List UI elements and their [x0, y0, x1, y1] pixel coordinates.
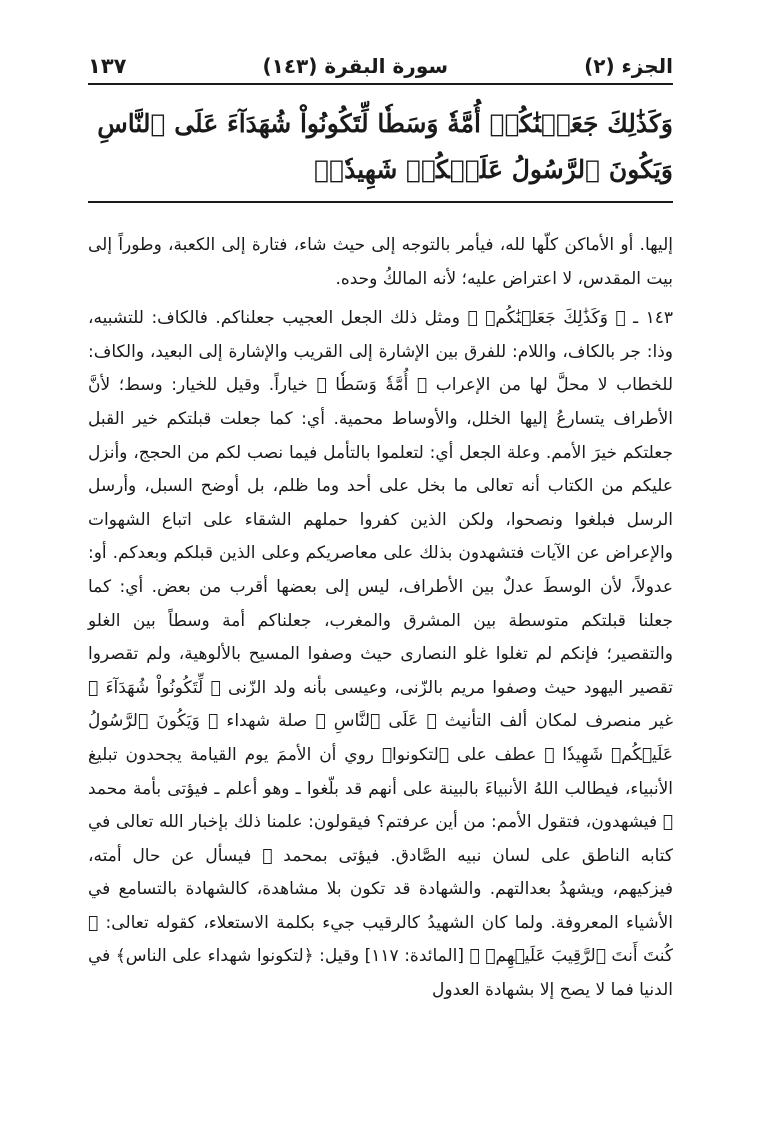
page-header	[88, 54, 673, 85]
paragraph-text: إليها. أو الأماكن كلّها لله، فيأمر بالتوجه إلى حيث شاء، فتارة إلى الكعبة، وطوراً إلى بيت المقدس، لا اعتراض عليه؛ لأنه المالكُ وحده.	[88, 235, 673, 289]
juz-label: الجزء (٢)	[584, 54, 673, 78]
paragraph-text: ١٤٣ ـ ﴿ وَكَذَٰلِكَ جَعَلۡنَٰكُمۡ ﴾ ومثل ذلك الجعل العجيب جعلناكم. فالكاف: للتشبيه، وذا: جر بالكاف، واللام: للفرق بين الإشارة إلى القريب والإشارة إلى البعيد، والكاف: للخطاب لا محلَّ لها من الإعراب ﴿ أُمَّةٗ وَسَطٗا ﴾ خياراً. وقيل للخيار: وسط؛ لأنَّ الأطراف يتسارعُ إليها الخلل، والأوساط محمية. أي: كما جعلت قبلتكم خير القبل جعلتكم خيرَ الأمم. وعلة الجعل أي: لتعلموا بالتأمل فيما نصب لكم من الحجج، وأنزل عليكم من الكتاب أنه تعالى ما بخل على أحد وما ظلم، بل أوضح السبل، وأرسل الرسل فبلغوا ونصحوا، ولكن الذين كفروا حملهم الشقاء على اتباع الشهوات والإعراض عن الآيات فتشهدون بذلك على معاصريكم وعلى الذين قبلكم وبعدكم. أو: عدولاً، لأن الوسطَ عدلٌ بين الأطراف، ليس إلى بعضها أقرب من بعض. أي: كما جعلنا قبلتكم متوسطة بين المشرق والمغرب، جعلناكم أمة وسطاً بين الغلو والتقصير؛ فإنكم لم تغلوا غلو النصارى حيث وصفوا المسيح بالألوهية، ولم تقصروا تقصير اليهود حيث وصفوا مريم بالزّنى، وعيسى بأنه ولد الزّنى ﴿ لِّتَكُونُواْ شُهَدَآءَ ﴾ غير منصرف لمكان ألف التأنيث ﴿ عَلَى ٱلنَّاسِ ﴾ صلة شهداء ﴿ وَيَكُونَ ٱلرَّسُولُ عَلَيۡكُمۡ شَهِيدٗا ﴾ عطف على ﴿لتكونوا﴾ روي أن الأممَ يوم القيامة يجحدون تبليغ الأنبياء، فيطالب اللهُ الأنبياءَ بالبينة على أنهم قد بلّغوا ـ وهو أعلم ـ فيؤتى بأمة محمد ﷺ فيشهدون، فتقول الأمم: من أين عرفتم؟ فيقولون: علمنا ذلك بإخبار الله تعالى في كتابه الناطق على لسان نبيه الصَّادق. فيؤتى بمحمد ﷺ فيسأل عن حال أمته، فيزكيهم، ويشهدُ بعدالتهم. والشهادة قد تكون بلا مشاهدة، كالشهادة بالتسامع في الأشياء المعروفة. ولما كان الشهيدُ كالرقيب جيء بكلمة الاستعلاء، كقوله تعالى: ﴿ كُنتَ أَنتَ ٱلرَّقِيبَ عَلَيۡهِمۡ ﴾ [المائدة: ١١٧] وقيل: ﴿لتكونوا شهداء على الناس﴾ في الدنيا فما لا يصح إلا بشهادة العدول	[88, 308, 673, 1001]
surah-title: سورة البقرة (١٤٣)	[262, 54, 449, 78]
quran-verse: وَكَذَٰلِكَ جَعَلۡنَٰكُمۡ أُمَّةٗ وَسَطٗا لِّتَكُونُواْ شُهَدَآءَ عَلَى ٱلنَّاسِ وَيَكُونَ ٱلرَّسُولُ عَلَيۡكُمۡ شَهِيدٗاۗ	[88, 85, 673, 203]
paragraph	[88, 229, 673, 296]
paragraph	[88, 302, 673, 1007]
page-number: ١٣٧	[88, 54, 127, 78]
commentary-text	[88, 229, 673, 1008]
